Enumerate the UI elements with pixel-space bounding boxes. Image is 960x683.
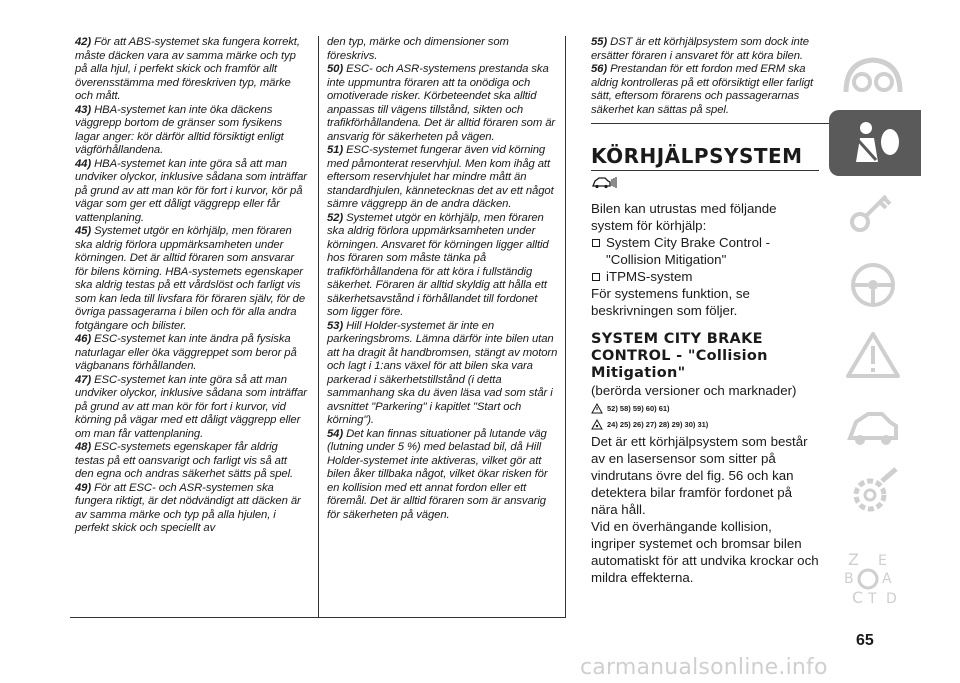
note-text: För att ABS-systemet ska fungera korrekt, måste däcken vara av samma märke och typ på alla hjul, i perfekt skick och framför allt överensstämma med föreskriven typ, märke och mått. (75, 36, 300, 102)
note-number: 51) (327, 144, 347, 156)
col1-note (75, 441, 307, 482)
watermark: carmanualsonline.info (580, 655, 828, 680)
column-2-bottom-rule (318, 617, 565, 618)
subsection-title-line2: CONTROL - "Collision (591, 348, 768, 364)
note-text: HBA-systemet kan inte göra så att man undviker olyckor, inklusive sådana som inträffar på grund av att man kör för fort i kurvor, kör på vägar som ger ett dåligt väggrepp eller får vattenplaning. (75, 157, 307, 224)
paragraph-2: Vid en överhängande kollision, ingriper systemet och bromsar bilen automatiskt för att undvika krockar och mildra effekterna. (591, 519, 819, 585)
note-number: 54) (327, 427, 347, 440)
section-after: För systemens funktion, se beskrivningen som följer. (591, 286, 750, 318)
col2-note (327, 428, 559, 523)
bullet-itpms: iTPMS-system (591, 268, 819, 285)
index-letter: B (844, 571, 854, 587)
note-text: ESC- och ASR-systemens prestanda ska inte uppmuntra föraren att ta onödiga och omotiverade risker. Körbeteendet ska alltid anpassas till vägens tillstånd, sikten och trafikförhållandena. Det är alltid föraren som är ansvarig för säkerheten på vägen. (327, 63, 556, 143)
tab-maintenance[interactable] (829, 392, 917, 458)
col1-note (75, 104, 307, 158)
note-number: 48) (75, 441, 95, 453)
note-number: 49) (75, 481, 95, 494)
col2-note (327, 63, 559, 144)
note-number: 55) (591, 36, 611, 48)
subsection-title-line3: Mitigation" (591, 365, 686, 381)
note-text: ESC-systemet kan inte göra så att man undviker olyckor, inklusive sådana som inträffar på grund av att man kör för fort i kurvor, vid körning på vägar med ett dåligt väggrepp eller om man får vattenplaning. (75, 373, 307, 440)
tab-index[interactable] (829, 548, 917, 614)
caution-refs: 24) 25) 26) 27) 28) 29) 30) 31) (591, 417, 819, 431)
tab-dashboard[interactable] (829, 44, 917, 110)
col1-note (75, 225, 307, 333)
note-number: 47) (75, 373, 95, 386)
note-text: Systemet utgör en körhjälp, men föraren ska aldrig förlora uppmärksamheten under körningen. Ansvaret för körningen ligger alltid hos föraren som måste tänka på trafikförhållandena för att köra i fullständig säkerhet. Föraren är alltid skyldig att hålla ett säkerhetsavstånd i förhållandet till fordonet som ligger före. (327, 211, 549, 318)
note-number: 43) (75, 103, 95, 116)
note-text: HBA-systemet kan inte öka däckens väggrepp bortom de gränser som fysikens lagar anger: kör därför alltid försiktigt enligt vägförhållandena. (75, 103, 284, 156)
tab-technical[interactable] (829, 460, 917, 526)
col3-note (591, 36, 819, 63)
index-letter: Z (848, 550, 859, 569)
note-number: 52) (327, 211, 347, 224)
warning-refs: 52) 58) 59) 60) 61) (591, 401, 819, 415)
tab-safety[interactable] (829, 110, 921, 176)
gear-wrench-icon (842, 465, 904, 521)
tab-start[interactable] (829, 180, 917, 246)
col1-note (75, 158, 307, 226)
tab-emergency[interactable] (829, 322, 917, 388)
index-letter: D (886, 591, 897, 607)
column-divider-2 (565, 36, 566, 618)
col2-note (327, 212, 559, 320)
column-divider-1 (318, 36, 319, 618)
note-number: 56) (591, 63, 611, 75)
col1-note (75, 374, 307, 442)
seatbelt-airbag-icon (844, 118, 906, 168)
note-text: För att ESC- och ASR-systemen ska fungera riktigt, är det nödvändigt att däcken är av samma märke och typ på alla hjulen, i perfekt skick och speciellt av (75, 481, 301, 534)
note-text: den typ, märke och dimensioner som föreskrivs. (327, 36, 509, 62)
note-number: 45) (75, 225, 95, 237)
note-text: ESC-systemets egenskaper får aldrig testas på ett oansvarigt och farligt vis så att den egna och andras säkerhet sätts på spel. (75, 441, 294, 480)
subsection-title-line1: SYSTEM CITY BRAKE (591, 331, 763, 347)
index-letter: E (878, 553, 887, 569)
note-text: DST är ett körhjälpsystem som dock inte ersätter föraren i ansvaret för att köra bilen. (591, 36, 809, 62)
index-letter: C (852, 588, 864, 607)
note-text: Systemet utgör en körhjälp, men föraren ska aldrig förlora uppmärksamheten under körningen. Det är alltid föraren som ansvarar för bilens körning. HBA-systemets egenskaper ska aldrig testas på ett vårdslöst och farligt vis som kan leda till livsfara för föraren själv, för de övriga passagerarna i bilen och för alla andra fotgängare och bilister. (75, 225, 306, 332)
notes-column-2 (327, 36, 559, 522)
index-letter: A (882, 571, 892, 587)
wrench-car-icon (842, 400, 904, 450)
warning-triangle-icon (842, 330, 904, 380)
section-heading (591, 144, 819, 171)
tab-driving[interactable] (829, 252, 917, 318)
car-sensor-icon (591, 175, 819, 194)
bullet-city-brake: System City Brake Control - "Collision Mitigation" (591, 234, 819, 268)
note-number: 44) (75, 157, 95, 170)
section-title: KÖRHJÄLPSYSTEM (591, 144, 803, 168)
col2-note (327, 320, 559, 428)
section-intro: Bilen kan utrustas med följande system för körhjälp: (591, 201, 777, 233)
notes-block-col3 (591, 36, 829, 124)
versions-note: (berörda versioner och marknader) (591, 383, 797, 398)
note-number: 42) (75, 36, 95, 48)
car-dashboard-icon (842, 52, 904, 102)
col2-note (327, 36, 559, 63)
col3-note (591, 63, 819, 117)
key-icon (842, 188, 904, 238)
col1-note (75, 333, 307, 374)
page-number: 65 (856, 632, 874, 649)
col1-note (75, 482, 307, 536)
note-text: Prestandan för ett fordon med ERM ska aldrig kontrolleras på ett oförsiktigt eller farligt sätt, eftersom förarens och passagerarnas säkerhet kan sättas på spel. (591, 63, 814, 116)
column-1-bottom-rule (70, 617, 318, 618)
content-column-3 (591, 36, 819, 586)
paragraph-1: Det är ett körhjälpsystem som består av en lasersensor som sitter på vindrutans övre del fig. 56 och kan detektera bilar framför fordonet på nära håll. (591, 434, 808, 517)
index-letters-icon (842, 549, 904, 613)
note-text: ESC-systemet kan inte ändra på fysiska naturlagar eller öka väggreppet som beror på vägbanans förhållanden. (75, 333, 297, 372)
note-number: 53) (327, 319, 347, 332)
note-number: 50) (327, 63, 347, 75)
note-text: ESC-systemet fungerar även vid körning med påmonterat reservhjul. Men kom ihåg att eftersom reservhjulet har mindre mått än standardhjulen, kännetecknas det av ett något sämre väggrepp än de andra däcken. (327, 144, 554, 210)
note-text: Hill Holder-systemet är inte en parkeringsbroms. Lämna därför inte bilen utan att ha dragit åt handbromsen, stängt av motorn och lagt i 1:ans växel för att bilen ska vara parkerad i säkerhetstillstånd (i detta sammanhang ska du även läsa vad som står i avsnittet "Parkering" i kapitlet "Start och körning"). (327, 319, 558, 426)
index-letter: T (868, 591, 877, 607)
note-number: 46) (75, 333, 95, 345)
steering-wheel-icon (842, 260, 904, 310)
warning-triangle-icon (591, 403, 603, 414)
col1-note (75, 36, 307, 104)
note-text: Det kan finnas situationer på lutande väg (lutning under 5 %) med belastad bil, då Hill Holder-systemet inte aktiveras, vilket gör att bilen åker tillbaka något, vilket ökar risken för en kollision med ett annat fordon eller ett föremål. Det är alltid föraren som är ansvarig för säkerheten på vägen. (327, 427, 548, 521)
caution-hand-icon (591, 419, 603, 430)
col2-note (327, 144, 559, 212)
notes-column-1 (75, 36, 307, 536)
